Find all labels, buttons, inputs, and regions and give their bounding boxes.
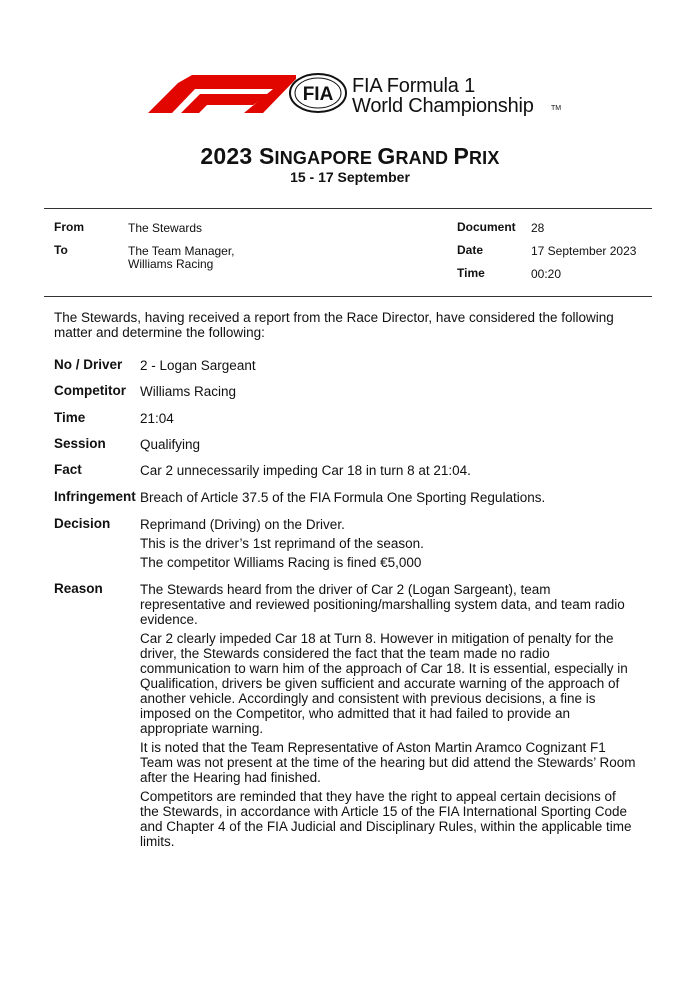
intro-text: The Stewards, having received a report from the Race Director, have considered the following matter and determine the following: [54,310,614,340]
infringement-label: Infringement [54,489,136,504]
time-field-label: Time [54,410,86,425]
title-rest-1: INGAPORE [274,148,378,168]
title-rest-3: RIX [468,148,500,168]
date-label: Date [457,243,484,257]
to-value-line-1: The Team Manager, [128,244,235,258]
logo-line-2: World Championship [352,95,534,117]
driver-label: No / Driver [54,357,123,372]
title-initial-2: G [377,143,396,169]
event-title [0,143,700,170]
competitor-label: Competitor [54,383,126,398]
time-label: Time [457,266,485,280]
to-value-line-2: Williams Racing [128,257,214,271]
session-label: Session [54,436,106,451]
to-label: To [54,243,68,257]
time-value: 00:20 [531,267,562,281]
decision-line: Reprimand (Driving) on the Driver. [140,517,345,532]
reason-paragraph: The Stewards heard from the driver of Car 2 (Logan Sargeant), team representative and reviewed positioning/marshalling system data, and team radio evidence. [140,582,625,627]
decision-label: Decision [54,516,111,531]
competitor-value: Williams Racing [140,384,237,399]
session-value: Qualifying [140,437,201,452]
fact-label: Fact [54,462,82,477]
reason-block [140,582,638,853]
from-value: The Stewards [128,221,203,235]
document-label: Document [457,220,516,234]
infringement-value: Breach of Article 37.5 of the FIA Formula One Sporting Regulations. [140,490,546,505]
decision-line: This is the driver’s 1st reprimand of the season. [140,536,424,551]
f1-logo [148,75,296,113]
reason-label: Reason [54,581,103,596]
fact-value: Car 2 unnecessarily impeding Car 18 in turn 8 at 21:04. [140,463,471,478]
time-field-value: 21:04 [140,411,174,426]
date-value: 17 September 2023 [531,244,637,258]
top-divider [44,208,652,209]
decision-block [140,517,650,574]
title-year: 2023 [200,143,259,169]
driver-value: 2 - Logan Sargeant [140,358,256,373]
trademark: TM [551,105,562,112]
reason-paragraph: Car 2 clearly impeded Car 18 at Turn 8. However in mitigation of penalty for the driver, the Stewards considered the fact that the team made no radio communication to warn him of the approach of Car 18. It is essential, especially in Qualification, drivers be given sufficient and accurate warning of the approach of another vehicle. Accordingly and consistent with previous decisions, a fine is imposed on the Competitor, who admitted that it had failed to provide an appropriate warning. [140,631,628,736]
fia-seal-text: FIA [302,84,334,105]
event-dates: 15 - 17 September [290,169,410,185]
title-initial-3: P [453,143,469,169]
document-value: 28 [531,221,545,235]
reason-paragraph: Competitors are reminded that they have the right to appeal certain decisions of the Stewards, in accordance with Article 15 of the FIA International Sporting Code and Chapter 4 of the FIA Judicial and Disciplinary Rules, within the applicable time limits. [140,789,632,849]
bottom-divider [44,296,652,297]
from-label: From [54,220,84,234]
fia-seal-icon [288,73,348,113]
title-initial-1: S [258,143,275,169]
logo-line-1: FIA Formula 1 [352,75,475,97]
decision-line: The competitor Williams Racing is fined €5,000 [140,555,422,570]
reason-paragraph: It is noted that the Team Representative of Aston Martin Aramco Cognizant F1 Team was not present at the time of the hearing but did attend the Stewards’ Room after the Hearing had finished. [140,740,636,785]
title-rest-2: RAND [395,148,454,168]
